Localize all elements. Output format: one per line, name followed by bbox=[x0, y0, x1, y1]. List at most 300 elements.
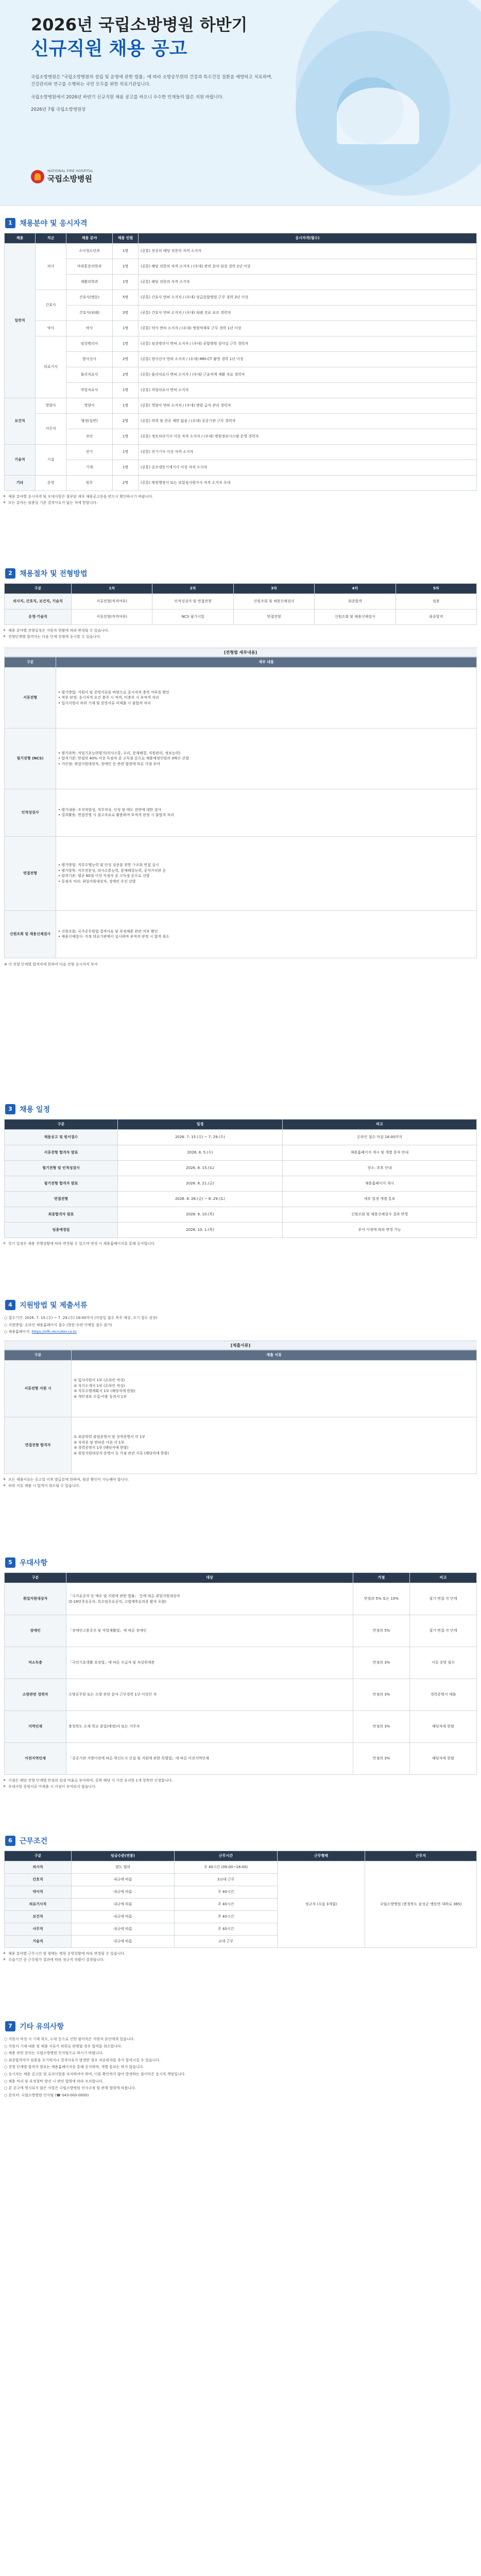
row-label: 운영·기술직 bbox=[5, 609, 72, 625]
job-cell: 약사 bbox=[36, 321, 66, 336]
requirement-cell: (공통) 방사선사 면허 소지자 / (우대) MRI·CT 촬영 경력 1년 이상 bbox=[139, 352, 477, 367]
requirement-cell: (공통) 간호사 면허 소지자 / (우대) 외래 진료 보조 경력자 bbox=[139, 306, 477, 321]
schedule-date: 2026. 10. 1.(목) bbox=[118, 1223, 283, 1238]
schedule-table bbox=[4, 1119, 477, 1238]
detail-line: 소방공무원 또는 소방 관련 분야 근무경력 1년 이상인 자 bbox=[68, 1692, 157, 1697]
section-title: 기타 유의사항 bbox=[20, 2023, 64, 2031]
notice-line: ○ 지원서 작성 시 기재 착오, 누락 등으로 인한 불이익은 지원자 본인에게 있습니다. bbox=[4, 2037, 135, 2041]
link-label: ○ 채용홈페이지: bbox=[4, 1330, 31, 1334]
column-header: 구분 bbox=[5, 657, 56, 667]
schedule-note: 온라인 접수 마감 18:00까지 bbox=[283, 1130, 477, 1145]
schedule-step: 필기전형 합격자 발표 bbox=[5, 1176, 118, 1192]
column-header: 1차 bbox=[72, 584, 152, 594]
detail-line: • 결과활용: 면접전형 시 참고자료로 활용하며 부적격 판정 시 불합격 처리 bbox=[58, 813, 174, 818]
count-cell: 1명 bbox=[113, 336, 139, 352]
points-cell: 만점의 3% bbox=[353, 1743, 410, 1775]
requirement-cell: (공통) 약사 면허 소지자 / (우대) 병원약제부 근무 경력 1년 이상 bbox=[139, 321, 477, 336]
hours-cell: 주 40시간 bbox=[175, 1899, 278, 1911]
field-cell: 소아청소년과 bbox=[66, 244, 113, 259]
notes-list bbox=[4, 1951, 477, 1963]
table-row bbox=[5, 244, 477, 259]
notice-line: ○ 응시자는 채용 공고문 및 유의사항을 숙지하여야 하며, 이를 확인하지 않아 발생하는 불이익은 응시자 책임입니다. bbox=[4, 2072, 186, 2076]
schedule-step: 임용예정일 bbox=[5, 1223, 118, 1238]
schedule-date: 2026. 8. 5.(수) bbox=[118, 1145, 283, 1161]
notes-list bbox=[4, 1778, 477, 1790]
notes-list bbox=[4, 628, 477, 640]
table-row bbox=[5, 609, 477, 625]
note-cell: 해당자에 한함 bbox=[410, 1743, 477, 1775]
section-qualifications bbox=[4, 216, 477, 506]
group-cell: 일반직 bbox=[5, 244, 36, 398]
field-cell: 간호사(외래) bbox=[66, 306, 113, 321]
detail-line: • 적부 판정: 응시자격 요건 충족 시 적격, 미충족 시 부적격 처리 bbox=[58, 696, 159, 700]
section-schedule bbox=[4, 1103, 477, 1247]
detail-line: ③ 경력증명서 1부 (해당자에 한함) bbox=[74, 1446, 129, 1450]
footnote: ※ 각 전형 단계별 합격자에 한하여 다음 전형 응시자격 부여 bbox=[4, 962, 98, 967]
table-row bbox=[5, 367, 477, 383]
table-row bbox=[5, 1145, 477, 1161]
detail-line: ② 자격증 및 면허증 사본 각 1부 bbox=[74, 1440, 125, 1445]
hours-cell: 주 40시간 bbox=[175, 1923, 278, 1936]
hours-cell: 주 40시간 (09:00~18:00) bbox=[175, 1861, 278, 1874]
notice-line: ○ 지원서 기재 내용 및 제출 서류가 허위로 판명될 경우 합격을 취소합니다. bbox=[4, 2044, 122, 2048]
step-cell: 서류전형(적격여부) bbox=[72, 594, 152, 609]
row-label: 간호직 bbox=[5, 1874, 72, 1886]
column-header: 5차 bbox=[396, 584, 476, 594]
section-application bbox=[4, 1298, 477, 1489]
table-row bbox=[5, 1679, 477, 1711]
salary-cell: 내규에 따름 bbox=[72, 1886, 175, 1899]
note-cell: 경력증명서 제출 bbox=[410, 1679, 477, 1711]
job-cell: 의사 bbox=[36, 244, 66, 290]
detail-line: 「국민기초생활 보장법」에 따른 수급자 및 차상위계층 bbox=[68, 1660, 155, 1665]
schedule-step: 최종합격자 발표 bbox=[5, 1207, 118, 1223]
count-cell: 1명 bbox=[113, 398, 139, 414]
field-cell: 작업치료사 bbox=[66, 383, 113, 398]
section-number: 7 bbox=[5, 2021, 15, 2031]
intro-text bbox=[31, 74, 273, 114]
section-title: 근무조건 bbox=[20, 1837, 48, 1845]
group-cell: 보건직 bbox=[5, 398, 36, 445]
schedule-step: 면접전형 bbox=[5, 1192, 118, 1207]
hospital-emblem-icon bbox=[31, 170, 44, 183]
field-cell: 원무 bbox=[66, 476, 113, 491]
table-row bbox=[5, 1207, 477, 1223]
row-label: 의료기사직 bbox=[5, 1899, 72, 1911]
logo-subtext: NATIONAL FIRE HOSPITAL bbox=[47, 169, 94, 173]
section-number: 4 bbox=[5, 1300, 15, 1310]
table-row bbox=[5, 336, 477, 352]
requirement-cell: (공통) 간호사 면허 소지자 / (우대) 상급종합병원 근무 경력 2년 이상 bbox=[139, 290, 477, 306]
detail-cell bbox=[66, 1679, 353, 1711]
detail-line: • 가산점: 취업지원대상자, 장애인 등 관련 법령에 따른 가점 부여 bbox=[58, 761, 160, 766]
hospital-logo bbox=[31, 169, 93, 184]
row-label: 의사직 bbox=[5, 1861, 72, 1874]
job-cell: 의료기사 bbox=[36, 336, 66, 398]
column-header: 구분 bbox=[5, 1851, 72, 1861]
column-header: 2차 bbox=[152, 584, 233, 594]
requirement-cell: (공통) 영양사 면허 소지자 / (우대) 병원 급식 관리 경력자 bbox=[139, 398, 477, 414]
table-row bbox=[5, 1861, 477, 1874]
table-row bbox=[5, 352, 477, 367]
count-cell: 1명 bbox=[113, 275, 139, 290]
schedule-note: 채용홈페이지 게시 bbox=[283, 1176, 477, 1192]
step-cell: 최종합격 bbox=[315, 594, 396, 609]
notice-line: ○ 채용 관련 문의는 국립소방병원 인사팀으로 하시기 바랍니다. bbox=[4, 2051, 104, 2056]
step-cell: NCS 필기시험 bbox=[152, 609, 233, 625]
notice-line: ○ 채용 비리 및 부정청탁 발견 시 관련 법령에 따라 조치합니다. bbox=[4, 2079, 104, 2083]
row-label: 보건직 bbox=[5, 1911, 72, 1923]
note-item: ※ 수습기간 중 근무평가 결과에 따라 정규직 전환이 결정됩니다. bbox=[4, 1957, 477, 1963]
detail-line: • 평가방법: 지원서 및 증빙서류를 바탕으로 응시자격 충족 여부를 확인 bbox=[58, 690, 169, 694]
requirement-cell: (공통) 정보처리기사 이상 자격 소지자 / (우대) 병원정보시스템 운영 경력자 bbox=[139, 429, 477, 445]
table-row bbox=[5, 460, 477, 476]
detail-cell bbox=[56, 910, 477, 958]
note-item: ※ 상기 일정은 채용 진행상황에 따라 변경될 수 있으며 변경 시 채용홈페이지를 통해 공지합니다. bbox=[4, 1241, 477, 1247]
step-cell: 신원조회 및 채용신체검사 bbox=[233, 594, 314, 609]
count-cell: 1명 bbox=[113, 259, 139, 275]
field-cell: 임상병리사 bbox=[66, 336, 113, 352]
section-process bbox=[4, 567, 477, 968]
requirement-cell: (공통) 전기기사 이상 자격 소지자 bbox=[139, 445, 477, 460]
step-cell: 인적성검사 및 면접전형 bbox=[152, 594, 233, 609]
page-title: 2026년 국립소방병원 하반기 bbox=[31, 15, 248, 35]
column-header: 근무시간 bbox=[175, 1851, 278, 1861]
table-row bbox=[5, 1583, 477, 1615]
group-cell: 기타 bbox=[5, 476, 36, 491]
detail-line: • 입사지원서 허위 기재 및 증빙서류 미제출 시 불합격 처리 bbox=[58, 701, 151, 705]
step-cell: 임용 bbox=[396, 594, 476, 609]
section-title: 우대사항 bbox=[20, 1559, 48, 1567]
section-title: 채용 일정 bbox=[20, 1106, 50, 1114]
note-item: ※ 채용 분야별 응시자격 및 우대사항은 첨부된 세부 채용공고문을 반드시 확인하시기 바랍니다. bbox=[4, 494, 477, 500]
job-cell: 간호사 bbox=[36, 290, 66, 321]
table-row bbox=[5, 414, 477, 429]
table-row bbox=[5, 910, 477, 958]
column-header: 일정 bbox=[118, 1120, 283, 1130]
process-table bbox=[4, 583, 477, 625]
column-header: 응시자격(필수) bbox=[139, 233, 477, 244]
points-cell: 만점의 3% bbox=[353, 1647, 410, 1679]
table-row bbox=[5, 275, 477, 290]
documents-table bbox=[4, 1350, 477, 1474]
points-cell: 만점의 5% bbox=[353, 1615, 410, 1647]
detail-line: • 평가내용: 조직적합성, 직무적성, 인성 및 태도 전반에 대한 검사 bbox=[58, 807, 162, 812]
detail-cell bbox=[66, 1615, 353, 1647]
note-item: ※ 전형단계별 합격자는 다음 단계 전형에 응시할 수 있습니다. bbox=[4, 634, 477, 640]
notes-list bbox=[4, 1477, 477, 1489]
row-label: 서류전형 지원 시 bbox=[5, 1360, 72, 1417]
column-header: 구분 bbox=[5, 1120, 118, 1130]
preferences-table bbox=[4, 1572, 477, 1775]
notice-line: ○ 본 공고에 명시되지 않은 사항은 국립소방병원 인사규정 및 관계 법령에 따릅니다. bbox=[4, 2086, 136, 2091]
table-row bbox=[5, 1130, 477, 1145]
section-number: 5 bbox=[5, 1557, 15, 1568]
section-number: 2 bbox=[5, 568, 15, 579]
note-item: ※ 채용 분야별 근무시간 및 형태는 병원 운영상황에 따라 변경될 수 있습니다. bbox=[4, 1951, 477, 1957]
note-cell: 서류 증빙 필수 bbox=[410, 1647, 477, 1679]
table-row bbox=[5, 789, 477, 836]
table-row bbox=[5, 1192, 477, 1207]
table-row bbox=[5, 1711, 477, 1743]
info-line: ○ 접수기간: 2026. 7. 15.(수) ~ 7. 29.(수) 18:00까지 (마감일 접수 폭주 예상, 조기 접수 권장) bbox=[4, 1316, 158, 1320]
column-header: 4차 bbox=[315, 584, 396, 594]
schedule-note: 부서 사정에 따라 변경 가능 bbox=[283, 1223, 477, 1238]
detail-cell bbox=[56, 836, 477, 910]
schedule-date: 2026. 8. 15.(토) bbox=[118, 1161, 283, 1176]
detail-line: 충청북도 소재 학교 졸업(예정)자 또는 거주자 bbox=[68, 1724, 140, 1729]
detail-cell bbox=[66, 1647, 353, 1679]
step-cell: 면접전형 bbox=[233, 609, 314, 625]
section-number: 6 bbox=[5, 1836, 15, 1846]
count-cell: 2명 bbox=[113, 414, 139, 429]
detail-cell bbox=[56, 789, 477, 836]
intro-date: 2026년 7월 국립소방병원장 bbox=[31, 107, 86, 113]
row-label: 저소득층 bbox=[5, 1647, 66, 1679]
count-cell: 1명 bbox=[113, 445, 139, 460]
table-row bbox=[5, 728, 477, 789]
table-row bbox=[5, 476, 477, 491]
detail-line: 「국가유공자 등 예우 및 지원에 관한 법률」 등에 따른 취업지원대상자 bbox=[68, 1594, 180, 1598]
section-title: 채용분야 및 응시자격 bbox=[20, 219, 88, 228]
notice-line: ○ 전형 단계별 합격자 발표는 채용홈페이지를 통해 공지하며, 개별 통보는 하지 않습니다. bbox=[4, 2065, 144, 2070]
schedule-date: 2026. 7. 15.(수) ~ 7. 29.(수) bbox=[118, 1130, 283, 1145]
step-cell: 서류전형(적격여부) bbox=[72, 609, 152, 625]
section-title: 지원방법 및 제출서류 bbox=[20, 1301, 88, 1310]
section-number: 3 bbox=[5, 1104, 15, 1114]
job-cell: 사무직 bbox=[36, 414, 66, 445]
note-item: ※ 가점은 해당 전형 단계별 만점의 일정 비율로 부여하며, 중복 해당 시 가장 유리한 1개 항목만 인정합니다. bbox=[4, 1778, 477, 1784]
note-item: ※ 모든 분야는 임용일 기준 결격사유가 없는 자에 한합니다. bbox=[4, 500, 477, 506]
table-row bbox=[5, 1647, 477, 1679]
job-cell: 영양사 bbox=[36, 398, 66, 414]
employment-type: 정규직 (수습 3개월) bbox=[278, 1861, 365, 1948]
table-row bbox=[5, 1360, 477, 1417]
count-cell: 5명 bbox=[113, 290, 139, 306]
table-row bbox=[5, 1417, 477, 1473]
detail-line: • 합격기준: 평균 60점 이상 득점자 중 고득점 순으로 선발 bbox=[58, 874, 150, 878]
field-cell: 전산 bbox=[66, 429, 113, 445]
table-row bbox=[5, 259, 477, 275]
row-label: 의사직, 간호직, 보건직, 기술직 bbox=[5, 594, 72, 609]
job-cell: 운영 bbox=[36, 476, 66, 491]
section-notices bbox=[4, 2020, 477, 2099]
column-header: 채용 분야 bbox=[66, 233, 113, 244]
schedule-date: 2026. 8. 21.(금) bbox=[118, 1176, 283, 1192]
table-row bbox=[5, 1743, 477, 1775]
table-row bbox=[5, 383, 477, 398]
notice-line: ○ 문의처: 국립소방병원 인사팀 (☎ 043-000-0000) bbox=[4, 2093, 89, 2097]
note-cell: 필기·면접 각 단계 bbox=[410, 1615, 477, 1647]
requirement-cell: (공통) 학력 및 전공 제한 없음 / (우대) 공공기관 근무 경력자 bbox=[139, 414, 477, 429]
table-row bbox=[5, 667, 477, 728]
column-header: 근무형태 bbox=[278, 1851, 365, 1861]
column-header: 구분 bbox=[5, 584, 72, 594]
schedule-step: 채용공고 및 원서접수 bbox=[5, 1130, 118, 1145]
detail-line: ③ 직무수행계획서 1부 (해당자에 한함) bbox=[74, 1389, 135, 1394]
row-label: 서류전형 bbox=[5, 667, 56, 728]
detail-cell bbox=[66, 1743, 353, 1775]
table-row bbox=[5, 1176, 477, 1192]
schedule-note: 신원조회 및 채용신체검사 결과 반영 bbox=[283, 1207, 477, 1223]
column-header: 채용 인원 bbox=[113, 233, 139, 244]
count-cell: 1명 bbox=[113, 321, 139, 336]
process-detail-table bbox=[4, 657, 477, 958]
detail-line: • 합격기준: 만점의 40% 이상 득점자 중 고득점 순으로 채용예정인원의 3배수 선발 bbox=[58, 756, 189, 761]
detail-line: ① 최종학력 졸업증명서 및 성적증명서 각 1부 bbox=[74, 1435, 146, 1439]
notes-list bbox=[4, 494, 477, 506]
column-header: 3차 bbox=[233, 584, 314, 594]
subsection-bar: [제출서류] bbox=[4, 1341, 477, 1350]
table-row bbox=[5, 1161, 477, 1176]
section-conditions bbox=[4, 1834, 477, 1963]
column-header: 가점 bbox=[353, 1573, 410, 1583]
points-cell: 만점의 3% bbox=[353, 1679, 410, 1711]
detail-line: ② 자기소개서 1부 (온라인 작성) bbox=[74, 1383, 125, 1388]
table-row bbox=[5, 429, 477, 445]
count-cell: 3명 bbox=[113, 306, 139, 321]
schedule-date: 2026. 9. 10.(목) bbox=[118, 1207, 283, 1223]
detail-line: • 평가방법: 직무수행능력 및 인성 검증을 위한 구조화 면접 실시 bbox=[58, 863, 159, 868]
requirement-cell: (공통) 물리치료사 면허 소지자 / (우대) 근골격계 재활 치료 경력자 bbox=[139, 367, 477, 383]
salary-cell: 내규에 따름 bbox=[72, 1936, 175, 1948]
requirement-cell: (공통) 병원행정사 또는 보험심사평가사 자격 소지자 우대 bbox=[139, 476, 477, 491]
requirement-cell: (공통) 작업치료사 면허 소지자 bbox=[139, 383, 477, 398]
workplace: 국립소방병원 (충청북도 음성군 맹동면 대하로 365) bbox=[365, 1861, 477, 1948]
hours-cell: 교대 근무 bbox=[175, 1936, 278, 1948]
column-header: 채용 bbox=[5, 233, 36, 244]
row-label: 사무직 bbox=[5, 1923, 72, 1936]
requirement-cell: (공통) 전공의 해당 전문의 자격 소지자 bbox=[139, 244, 477, 259]
row-label: 지역인재 bbox=[5, 1711, 66, 1743]
field-cell: 물리치료사 bbox=[66, 367, 113, 383]
row-label: 기술직 bbox=[5, 1936, 72, 1948]
intro-paragraph: 국립소방병원에서 2026년 하반기 신규직원 채용 공고를 하오니 우수한 인재들의 많은 지원 바랍니다. bbox=[31, 94, 224, 100]
notice-list bbox=[4, 2036, 477, 2098]
info-line: ○ 지원방법: 온라인 채용홈페이지 접수 (방문·우편·이메일 접수 불가) bbox=[4, 1323, 112, 1327]
table-row bbox=[5, 1223, 477, 1238]
schedule-step: 서류전형 합격자 발표 bbox=[5, 1145, 118, 1161]
row-label: 신원조회 및 채용신체검사 bbox=[5, 910, 56, 958]
hours-cell: 주 40시간 bbox=[175, 1886, 278, 1899]
column-header: 대상 bbox=[66, 1573, 353, 1583]
field-cell: 마취통증의학과 bbox=[66, 259, 113, 275]
table-row bbox=[5, 594, 477, 609]
column-header: 근무지 bbox=[365, 1851, 477, 1861]
table-row bbox=[5, 836, 477, 910]
row-label: 면접전형 합격자 bbox=[5, 1417, 72, 1473]
table-row bbox=[5, 398, 477, 414]
requirement-cell: (공통) 임상병리사 면허 소지자 / (우대) 종합병원 검사실 근무 경력자 bbox=[139, 336, 477, 352]
field-cell: 간호사(병동) bbox=[66, 290, 113, 306]
schedule-step: 필기전형 및 인적성검사 bbox=[5, 1161, 118, 1176]
notice-line: ○ 최종합격자가 임용을 포기하거나 결격사유가 발생한 경우 차순위자를 추가 합격시킬 수 있습니다. bbox=[4, 2058, 161, 2062]
schedule-note: 장소: 추후 안내 bbox=[283, 1161, 477, 1176]
section-number: 1 bbox=[5, 218, 15, 228]
row-label: 이전지역인재 bbox=[5, 1743, 66, 1775]
salary-cell: 내규에 따름 bbox=[72, 1923, 175, 1936]
step-cell: 신원조회 및 채용신체검사 bbox=[315, 609, 396, 625]
salary-cell: 내규에 따름 bbox=[72, 1911, 175, 1923]
detail-cell bbox=[72, 1360, 477, 1417]
detail-cell bbox=[56, 667, 477, 728]
section-title: 채용절차 및 전형방법 bbox=[20, 570, 88, 578]
note-item: ※ 모든 제출서류는 공고일 이후 발급분에 한하며, 원본 확인이 가능해야 합니다. bbox=[4, 1477, 477, 1483]
logo-text: 국립소방병원 bbox=[47, 174, 92, 183]
note-item: ※ 우대사항 증빙서류 미제출 시 가점이 부여되지 않습니다. bbox=[4, 1784, 477, 1790]
points-cell: 만점의 3% bbox=[353, 1711, 410, 1743]
detail-line: • 평가과목: 직업기초능력평가(의사소통, 수리, 문제해결, 자원관리, 정보능력) bbox=[58, 751, 181, 755]
column-header: 제출 서류 bbox=[72, 1350, 477, 1360]
detail-line: 「공공기관 지방이전에 따른 혁신도시 건설 및 지원에 관한 특별법」에 따른 이전지역인재 bbox=[68, 1756, 209, 1761]
detail-cell bbox=[66, 1583, 353, 1615]
schedule-note: 세부 일정 개별 통보 bbox=[283, 1192, 477, 1207]
field-cell: 방사선사 bbox=[66, 352, 113, 367]
conditions-table bbox=[4, 1851, 477, 1948]
page-subtitle: 신규직원 채용 공고 bbox=[31, 38, 187, 59]
detail-line: (5·18민주유공자, 특수임무유공자, 고엽제후유의증 환자 포함) bbox=[68, 1599, 166, 1604]
table-row bbox=[5, 1615, 477, 1647]
column-header: 구분 bbox=[5, 1350, 72, 1360]
table-row bbox=[5, 445, 477, 460]
count-cell: 2명 bbox=[113, 367, 139, 383]
column-header: 비고 bbox=[283, 1120, 477, 1130]
count-cell: 1명 bbox=[113, 244, 139, 259]
column-header: 구분 bbox=[5, 1573, 66, 1583]
field-cell: 기계 bbox=[66, 460, 113, 476]
table-row bbox=[5, 290, 477, 306]
detail-line: ④ 개인정보 수집·이용 동의서 1부 bbox=[74, 1394, 127, 1399]
row-label: 약사직 bbox=[5, 1886, 72, 1899]
subsection-bar: [전형별 세부내용] bbox=[4, 648, 477, 657]
detail-cell bbox=[66, 1711, 353, 1743]
qualification-table bbox=[4, 233, 477, 491]
schedule-note: 채용홈페이지 게시 및 개별 문자 안내 bbox=[283, 1145, 477, 1161]
row-label: 필기전형 (NCS) bbox=[5, 728, 56, 789]
salary-cell: 별도 협의 bbox=[72, 1861, 175, 1874]
detail-line: • 채용신체검사: 지정 의료기관에서 실시하며 부적격 판정 시 합격 취소 bbox=[58, 935, 169, 939]
hero-banner bbox=[0, 0, 481, 206]
recruit-site-link[interactable]: https://nfh.recruiter.co.kr bbox=[31, 1330, 77, 1334]
row-label: 인적성검사 bbox=[5, 789, 56, 836]
field-cell: 영양사 bbox=[66, 398, 113, 414]
requirement-cell: (공통) 공조냉동기계기사 이상 자격 소지자 bbox=[139, 460, 477, 476]
group-cell: 기술직 bbox=[5, 445, 36, 476]
salary-cell: 내규에 따름 bbox=[72, 1899, 175, 1911]
points-cell: 만점의 5% 또는 10% bbox=[353, 1583, 410, 1615]
column-header: 임금수준(연봉) bbox=[72, 1851, 175, 1861]
row-label: 취업지원대상자 bbox=[5, 1583, 66, 1615]
detail-cell bbox=[72, 1417, 477, 1473]
detail-line: ① 입사지원서 1부 (온라인 작성) bbox=[74, 1378, 125, 1383]
field-cell: 행정(일반) bbox=[66, 414, 113, 429]
count-cell: 1명 bbox=[113, 383, 139, 398]
note-item: ※ 채용 분야별 전형일정은 지원자 현황에 따라 변경될 수 있습니다. bbox=[4, 628, 477, 634]
column-header: 비고 bbox=[410, 1573, 477, 1583]
row-label: 소방관련 경력자 bbox=[5, 1679, 66, 1711]
count-cell: 1명 bbox=[113, 460, 139, 476]
notes-list bbox=[4, 1241, 477, 1247]
detail-cell bbox=[56, 728, 477, 789]
field-cell: 약사 bbox=[66, 321, 113, 336]
note-cell: 해당자에 한함 bbox=[410, 1711, 477, 1743]
detail-line: ④ 취업지원대상자 증명서 등 가점 관련 서류 (해당자에 한함) bbox=[74, 1451, 169, 1455]
requirement-cell: (공통) 해당 전문의 자격 소지자 / (우대) 관련 분야 임상 경력 2년 이상 bbox=[139, 259, 477, 275]
table-row bbox=[5, 306, 477, 321]
schedule-date: 2026. 8. 28.(금) ~ 8. 29.(토) bbox=[118, 1192, 283, 1207]
column-header: 직군 bbox=[36, 233, 66, 244]
hours-cell: 주 40시간 bbox=[175, 1911, 278, 1923]
